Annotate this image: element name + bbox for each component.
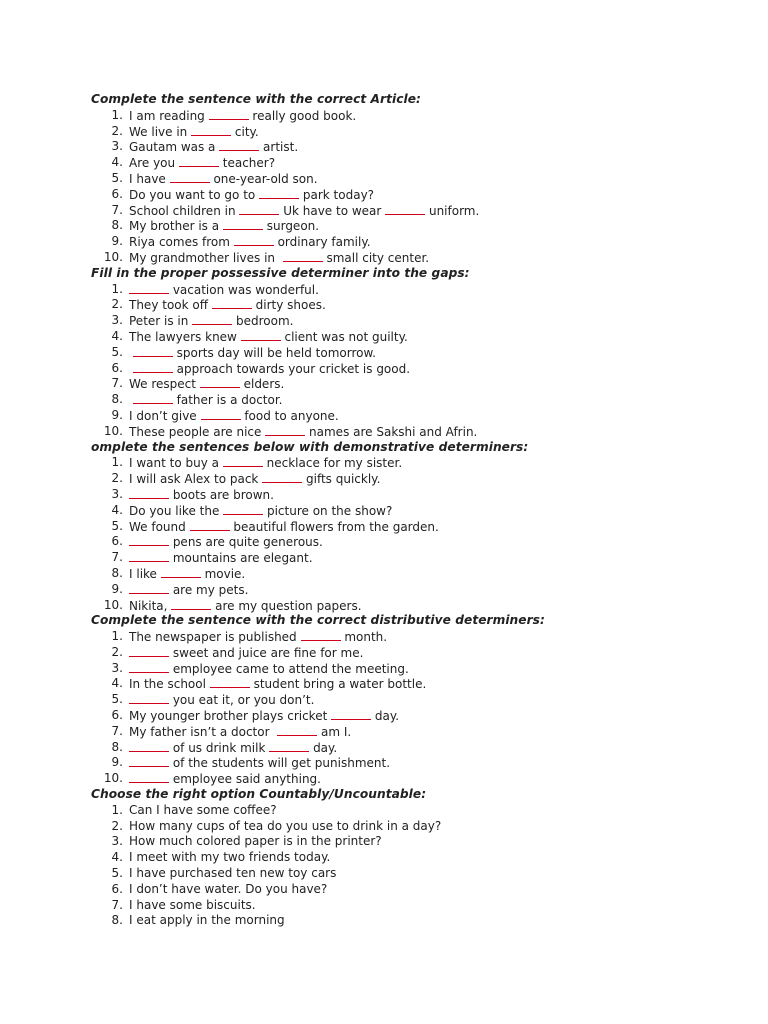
section [91,613,731,787]
section [91,92,731,266]
list-item [91,392,731,408]
item-number: 10. [103,597,123,612]
section-heading: Fill in the proper possessive determiner into the gaps: [91,265,470,280]
item-number: 1. [111,107,123,122]
item-number: 10. [103,249,123,264]
item-text: Riya comes from ordinary family. [129,235,371,250]
list-item [91,329,731,345]
list-item [91,834,731,850]
item-text: I don’t have water. Do you have? [129,881,328,896]
list-item [91,582,731,598]
item-text: We found beautiful flowers from the garden. [129,519,439,534]
list-item [91,534,731,550]
item-text: How many cups of tea do you use to drink in a day? [129,818,442,833]
item-text: I will ask Alex to pack gifts quickly. [129,472,381,487]
list-item [91,124,731,140]
item-number: 8. [111,565,123,580]
worksheet [91,92,731,929]
answer-blank[interactable] [269,740,309,752]
answer-blank[interactable] [259,187,299,199]
list-item [91,487,731,503]
answer-blank[interactable] [223,455,263,467]
list-item [91,676,731,692]
answer-blank[interactable] [283,250,323,262]
item-text: I like movie. [129,566,246,581]
item-number: 9. [111,234,123,249]
list-item [91,661,731,677]
list-item [91,645,731,661]
answer-blank[interactable] [210,676,250,688]
item-text: I have one-year-old son. [129,171,318,186]
item-text: of us drink milk day. [129,740,337,756]
item-number: 6. [111,534,123,549]
list-item [91,519,731,535]
list-item [91,108,731,124]
item-text: employee came to attend the meeting. [129,661,409,677]
item-text: I want to buy a necklace for my sister. [129,456,403,471]
item-number: 2. [111,644,123,659]
item-text: employee said anything. [129,771,321,787]
item-number: 5. [111,170,123,185]
answer-blank[interactable] [223,218,263,230]
item-number: 10. [103,423,123,438]
answer-blank[interactable] [191,124,231,136]
answer-blank[interactable] [201,408,241,420]
list-item [91,898,731,914]
list-item [91,171,731,187]
list-item [91,297,731,313]
item-number: 8. [111,739,123,754]
item-number: 9. [111,407,123,422]
answer-blank[interactable] [265,424,305,436]
answer-blank[interactable] [277,724,317,736]
item-text: We respect elders. [129,377,285,392]
item-number: 4. [111,676,123,691]
list-item [91,866,731,882]
item-number: 1. [111,802,123,817]
item-text: are my pets. [129,582,248,598]
answer-blank[interactable] [241,329,281,341]
list-item [91,771,731,787]
item-number: 1. [111,629,123,644]
item-number: 1. [111,455,123,470]
item-number: 5. [111,866,123,881]
item-number: 9. [111,581,123,596]
answer-blank[interactable] [223,503,263,515]
answer-blank[interactable] [129,755,169,767]
answer-blank[interactable] [129,550,169,562]
item-text: I eat apply in the morning [129,913,285,928]
item-number: 6. [111,881,123,896]
item-text: Are you teacher? [129,156,276,171]
item-text: Can I have some coffee? [129,802,277,817]
item-number: 4. [111,502,123,517]
list-item [91,234,731,250]
item-number: 3. [111,486,123,501]
item-text: sports day will be held tomorrow. [129,345,376,361]
list-item [91,376,731,392]
list-item [91,550,731,566]
item-text: In the school student bring a water bottle. [129,677,427,692]
answer-blank[interactable] [200,376,240,388]
section-heading: omplete the sentences below with demonstrative determiners: [91,439,529,454]
item-number: 4. [111,850,123,865]
item-number: 1. [111,281,123,296]
item-number: 3. [111,834,123,849]
answer-blank[interactable] [129,282,169,294]
answer-blank[interactable] [262,471,302,483]
item-number: 2. [111,818,123,833]
item-text: I don’t give food to anyone. [129,408,339,423]
item-number: 2. [111,123,123,138]
item-number: 3. [111,660,123,675]
list-item [91,471,731,487]
item-number: 7. [111,723,123,738]
answer-blank[interactable] [234,234,274,246]
item-number: 8. [111,218,123,233]
item-text: My younger brother plays cricket day. [129,709,400,724]
item-number: 9. [111,755,123,770]
list-item [91,819,731,835]
item-text: I meet with my two friends today. [129,850,331,865]
answer-blank[interactable] [385,203,425,215]
item-text: Peter is in bedroom. [129,314,294,329]
item-text: School children in Uk have to wear uniform. [129,203,480,218]
answer-blank[interactable] [129,771,169,783]
answer-blank[interactable] [133,392,173,404]
answer-blank[interactable] [190,519,230,531]
answer-blank[interactable] [170,171,210,183]
answer-blank[interactable] [212,297,252,309]
answer-blank[interactable] [133,345,173,357]
list-item [91,455,731,471]
item-number: 7. [111,897,123,912]
item-text: I have purchased ten new toy cars [129,866,337,881]
list-item [91,218,731,234]
item-text: approach towards your cricket is good. [129,361,410,377]
answer-blank[interactable] [129,645,169,657]
section [91,440,731,614]
answer-blank[interactable] [209,108,249,120]
item-text: I have some biscuits. [129,897,256,912]
list-item [91,424,731,440]
item-text: These people are nice names are Sakshi and Afrin. [129,424,478,439]
list-item [91,755,731,771]
item-number: 6. [111,360,123,375]
answer-blank[interactable] [219,139,259,151]
item-text: I am reading really good book. [129,108,357,123]
list-item [91,282,731,298]
item-number: 2. [111,297,123,312]
item-text: Nikita, are my question papers. [129,598,362,613]
answer-blank[interactable] [129,534,169,546]
section-heading: Complete the sentence with the correct distributive determiners: [91,613,545,628]
list-item [91,882,731,898]
item-text: father is a doctor. [129,392,282,408]
item-text: The lawyers knew client was not guilty. [129,329,408,344]
item-number: 5. [111,344,123,359]
item-number: 4. [111,155,123,170]
list-item [91,708,731,724]
item-number: 5. [111,692,123,707]
answer-blank[interactable] [129,582,169,594]
item-text: sweet and juice are fine for me. [129,645,363,661]
list-item [91,598,731,614]
item-text: Do you like the picture on the show? [129,503,393,518]
answer-blank[interactable] [129,487,169,499]
answer-blank[interactable] [129,740,169,752]
item-number: 3. [111,139,123,154]
section [91,787,731,929]
item-number: 7. [111,550,123,565]
list-item [91,408,731,424]
answer-blank[interactable] [179,155,219,167]
answer-blank[interactable] [192,313,232,325]
item-number: 5. [111,518,123,533]
list-item [91,913,731,929]
item-text: The newspaper is published month. [129,630,388,645]
list-item [91,503,731,519]
item-number: 4. [111,328,123,343]
item-text: you eat it, or you don’t. [129,692,314,708]
item-text: We live in city. [129,124,259,139]
item-number: 7. [111,376,123,391]
section-heading: Complete the sentence with the correct Article: [91,92,421,106]
item-text: My grandmother lives in small city center. [129,250,430,265]
item-text: of the students will get punishment. [129,755,390,771]
item-number: 8. [111,392,123,407]
answer-blank[interactable] [161,566,201,578]
item-number: 10. [103,771,123,786]
answer-blank[interactable] [301,629,341,641]
list-item [91,629,731,645]
list-item [91,803,731,819]
answer-blank[interactable] [129,661,169,673]
item-text: pens are quite generous. [129,534,323,550]
list-item [91,692,731,708]
list-item [91,313,731,329]
answer-blank[interactable] [239,203,279,215]
list-item [91,740,731,756]
list-item [91,566,731,582]
item-text: How much colored paper is in the printer? [129,834,382,849]
item-text: My father isn’t a doctor am I. [129,724,352,739]
answer-blank[interactable] [133,361,173,373]
list-item [91,203,731,219]
item-text: My brother is a surgeon. [129,219,320,234]
item-text: Gautam was a artist. [129,140,299,155]
item-number: 7. [111,202,123,217]
section-heading: Choose the right option Countably/Uncountable: [91,787,427,802]
answer-blank[interactable] [171,598,211,610]
answer-blank[interactable] [129,692,169,704]
list-item [91,187,731,203]
section [91,266,731,440]
item-text: mountains are elegant. [129,550,313,566]
list-item [91,155,731,171]
answer-blank[interactable] [331,708,371,720]
item-text: vacation was wonderful. [129,282,319,298]
item-text: They took off dirty shoes. [129,298,326,313]
item-number: 8. [111,913,123,928]
list-item [91,850,731,866]
list-item [91,724,731,740]
list-item [91,250,731,266]
list-item [91,139,731,155]
item-number: 6. [111,708,123,723]
item-number: 2. [111,471,123,486]
item-text: boots are brown. [129,487,274,503]
list-item [91,345,731,361]
item-text: Do you want to go to park today? [129,187,375,202]
item-number: 6. [111,186,123,201]
list-item [91,361,731,377]
item-number: 3. [111,313,123,328]
